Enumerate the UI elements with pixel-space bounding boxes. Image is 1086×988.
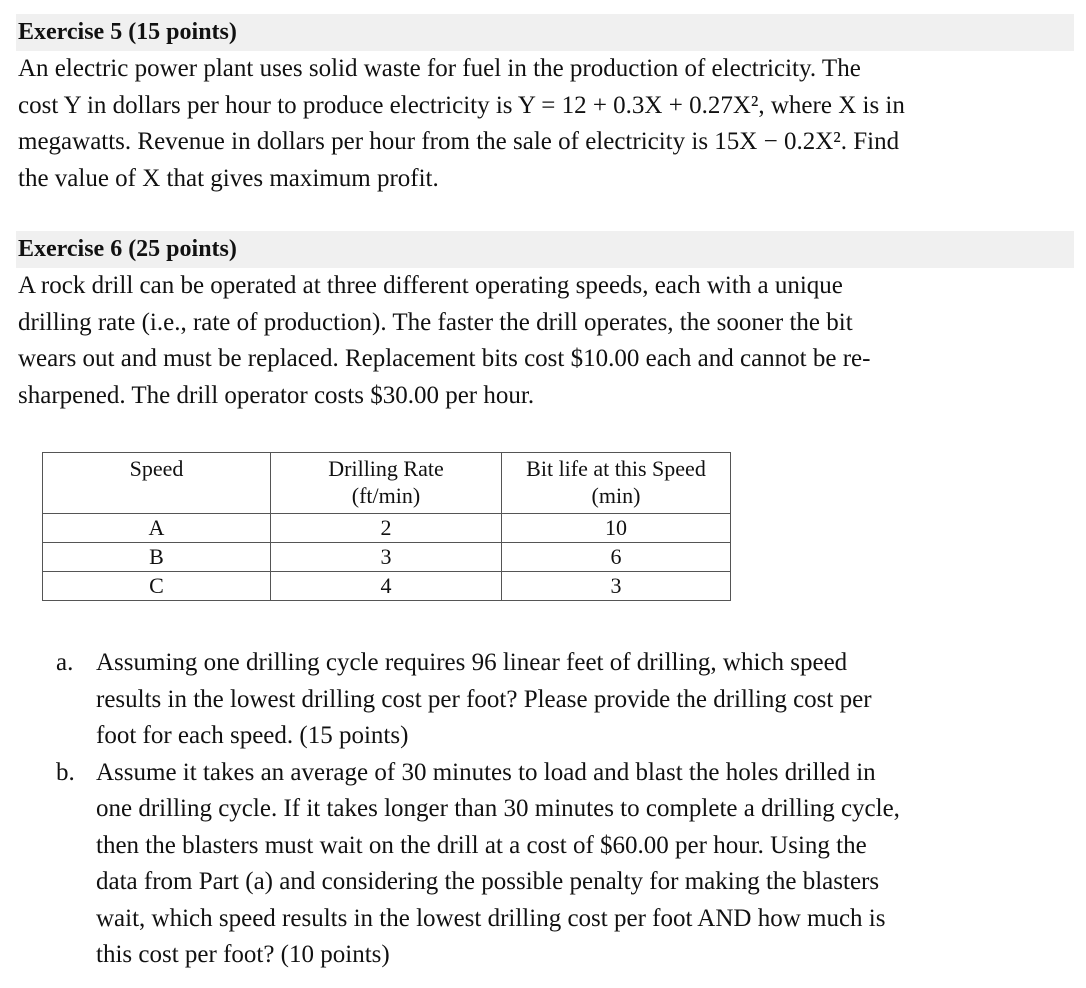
question-b-line: data from Part (a) and considering the possible penalty for making the blasters [96, 868, 880, 895]
question-a-line: results in the lowest drilling cost per foot? Please provide the drilling cost per [96, 685, 872, 713]
cell-drilling-rate: 2 [271, 514, 502, 543]
cell-speed: A [43, 514, 271, 543]
header-bit-life-unit: (min) [591, 483, 641, 508]
question-b-marker: b. [56, 758, 75, 786]
exercise-6-heading: Exercise 6 (25 points) [16, 231, 1074, 268]
exercise-5-line: the value of X that gives maximum profit. [18, 164, 439, 192]
exercise-5-line: megawatts. Revenue in dollars per hour from the sale of electricity is 15X − 0.2X². Find [18, 128, 900, 155]
exercise-5 [16, 14, 1074, 197]
header-bit-life [502, 453, 731, 514]
question-a-line: Assuming one drilling cycle requires 96 linear feet of drilling, which speed [96, 649, 848, 676]
cell-bit-life: 6 [502, 543, 731, 572]
header-drilling-rate-unit: (ft/min) [351, 483, 421, 508]
question-a-marker: a. [56, 649, 74, 676]
exercise-5-line: An electric power plant uses solid waste for fuel in the production of electricity. The [18, 55, 861, 82]
document-page [16, 14, 1074, 974]
question-a-line: foot for each speed. (15 points) [96, 722, 409, 749]
exercise-6-body [16, 268, 1074, 414]
header-drilling-rate-label: Drilling Rate [328, 456, 444, 481]
exercise-6 [16, 231, 1074, 974]
table-header-row [43, 453, 731, 514]
cell-bit-life: 10 [502, 514, 731, 543]
exercise-5-body [16, 51, 1074, 197]
question-b-line: wait, which speed results in the lowest drilling cost per foot AND how much is [96, 904, 886, 932]
cell-bit-life: 3 [502, 572, 731, 601]
cell-drilling-rate: 3 [271, 543, 502, 572]
drill-speed-table [42, 452, 731, 601]
exercise-6-line: sharpened. The drill operator costs $30.00 per hour. [18, 381, 535, 409]
table-row [43, 514, 731, 543]
exercise-5-line: cost Y in dollars per hour to produce electricity is Y = 12 + 0.3X + 0.27X², where X is in [18, 91, 905, 119]
question-a [56, 645, 1074, 755]
exercise-6-line: A rock drill can be operated at three different operating speeds, each with a unique [18, 272, 843, 299]
cell-speed: C [43, 572, 271, 601]
drill-speed-table-wrap [42, 452, 1074, 601]
question-list [16, 645, 1074, 974]
question-b-line: then the blasters must wait on the drill at a cost of $60.00 per hour. Using the [96, 831, 867, 859]
exercise-6-line: drilling rate (i.e., rate of production). The faster the drill operates, the sooner the bit [18, 308, 853, 336]
header-speed [43, 453, 271, 514]
question-a-text [96, 645, 1056, 755]
section-gap [16, 197, 1074, 231]
exercise-6-line: wears out and must be replaced. Replacement bits cost $10.00 each and cannot be re- [18, 345, 871, 372]
question-b-text [96, 755, 1056, 974]
table-row [43, 572, 731, 601]
cell-drilling-rate: 4 [271, 572, 502, 601]
cell-speed: B [43, 543, 271, 572]
question-b-line: this cost per foot? (10 points) [96, 941, 390, 968]
question-b-line: one drilling cycle. If it takes longer than 30 minutes to complete a drilling cycle, [96, 795, 900, 822]
table-row [43, 543, 731, 572]
exercise-5-heading: Exercise 5 (15 points) [16, 14, 1074, 51]
question-b [56, 755, 1074, 974]
question-b-line: Assume it takes an average of 30 minutes to load and blast the holes drilled in [96, 758, 876, 786]
header-speed-label: Speed [129, 456, 184, 481]
header-bit-life-label: Bit life at this Speed [526, 456, 706, 481]
header-drilling-rate [271, 453, 502, 514]
